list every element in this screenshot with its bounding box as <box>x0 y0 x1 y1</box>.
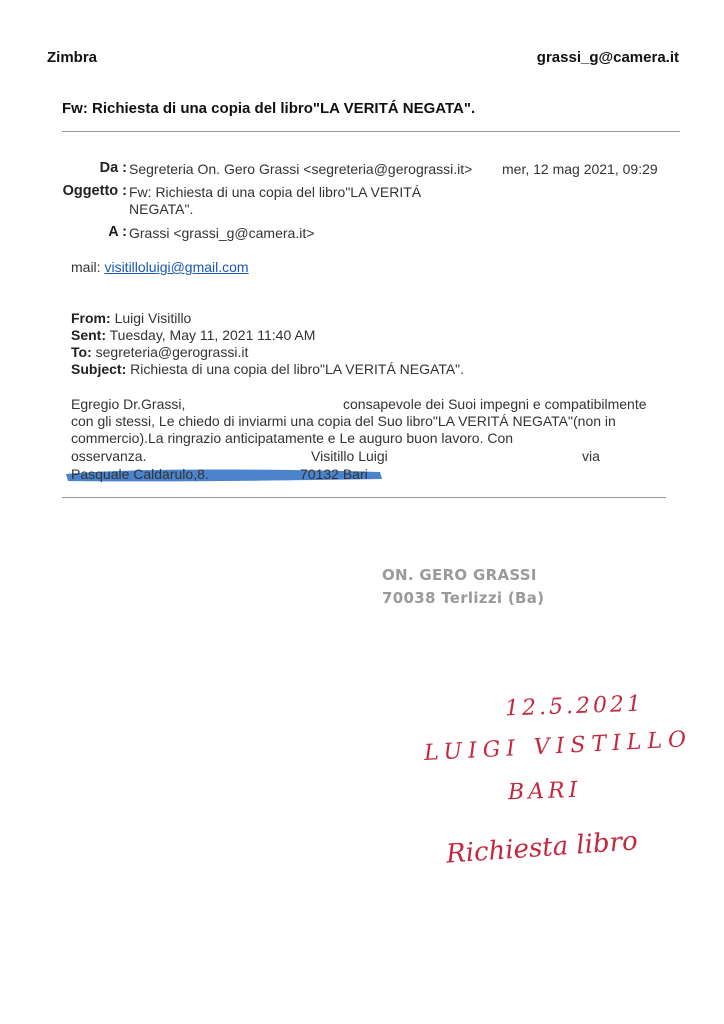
to-value: Grassi <grassi_g@camera.it> <box>129 225 315 241</box>
mail-line <box>71 259 249 275</box>
fw-subject-label: Subject: <box>71 361 127 377</box>
body-line2: con gli stessi, Le chiedo di inviarmi una copia del Suo libro"LA VERITÁ NEGATA"(non in <box>71 413 616 429</box>
stamp-line1: ON. GERO GRASSI <box>382 566 537 584</box>
body-line4-a: osservanza. <box>71 448 147 464</box>
fw-from-label: From: <box>71 310 111 326</box>
fw-to-label: To: <box>71 344 92 360</box>
to-label: A : <box>108 224 127 240</box>
fw-to-value: segreteria@gerograssi.it <box>95 344 249 360</box>
app-name: Zimbra <box>47 49 98 66</box>
fw-subject <box>71 361 464 377</box>
body-line5-a: Pasquale Caldarulo,8. <box>71 466 209 482</box>
message-subject: Fw: Richiesta di una copia del libro"LA VERITÁ NEGATA". <box>62 100 476 117</box>
body-line1-a: Egregio Dr.Grassi, <box>71 396 186 412</box>
from-label: Da : <box>99 160 127 176</box>
handwritten-city: BARI <box>507 777 582 806</box>
body-line1-b: consapevole dei Suoi impegni e compatibilmente <box>343 396 647 412</box>
stamp-line2: 70038 Terlizzi (Ba) <box>382 589 545 607</box>
handwritten-note: Richiesta libro <box>445 826 639 870</box>
message-date: mer, 12 mag 2021, 09:29 <box>502 161 658 177</box>
divider-bottom <box>62 497 666 498</box>
fw-sent-value: Tuesday, May 11, 2021 11:40 AM <box>109 327 316 343</box>
handwritten-date: 12.5.2021 <box>504 691 645 722</box>
fw-from <box>71 310 191 326</box>
from-value: Segreteria On. Gero Grassi <segreteria@gerograssi.it> <box>129 161 473 177</box>
body-line3: commercio).La ringrazio anticipatamente e Le auguro buon lavoro. Con <box>71 430 514 446</box>
subject-label: Oggetto : <box>62 183 127 199</box>
mail-link[interactable]: visitilloluigi@gmail.com <box>104 259 249 275</box>
mail-label: mail: <box>71 259 101 275</box>
fw-sent-label: Sent: <box>71 327 106 343</box>
fw-to <box>71 344 248 360</box>
divider <box>62 131 680 132</box>
account-email: grassi_g@camera.it <box>536 49 679 66</box>
fw-subject-value: Richiesta di una copia del libro"LA VERITÁ NEGATA". <box>130 361 465 377</box>
body-line5-b: 70132 Bari <box>300 466 368 482</box>
handwritten-name: LUIGI VISTILLO <box>423 726 693 767</box>
subject-value-line2: NEGATA". <box>129 201 194 217</box>
fw-sent <box>71 327 315 343</box>
subject-value-line1: Fw: Richiesta di una copia del libro"LA VERITÁ <box>129 184 422 200</box>
body-line4-b: Visitillo Luigi <box>311 448 388 464</box>
body-line4-c: via <box>582 448 600 464</box>
fw-from-value: Luigi Visitillo <box>114 310 192 326</box>
